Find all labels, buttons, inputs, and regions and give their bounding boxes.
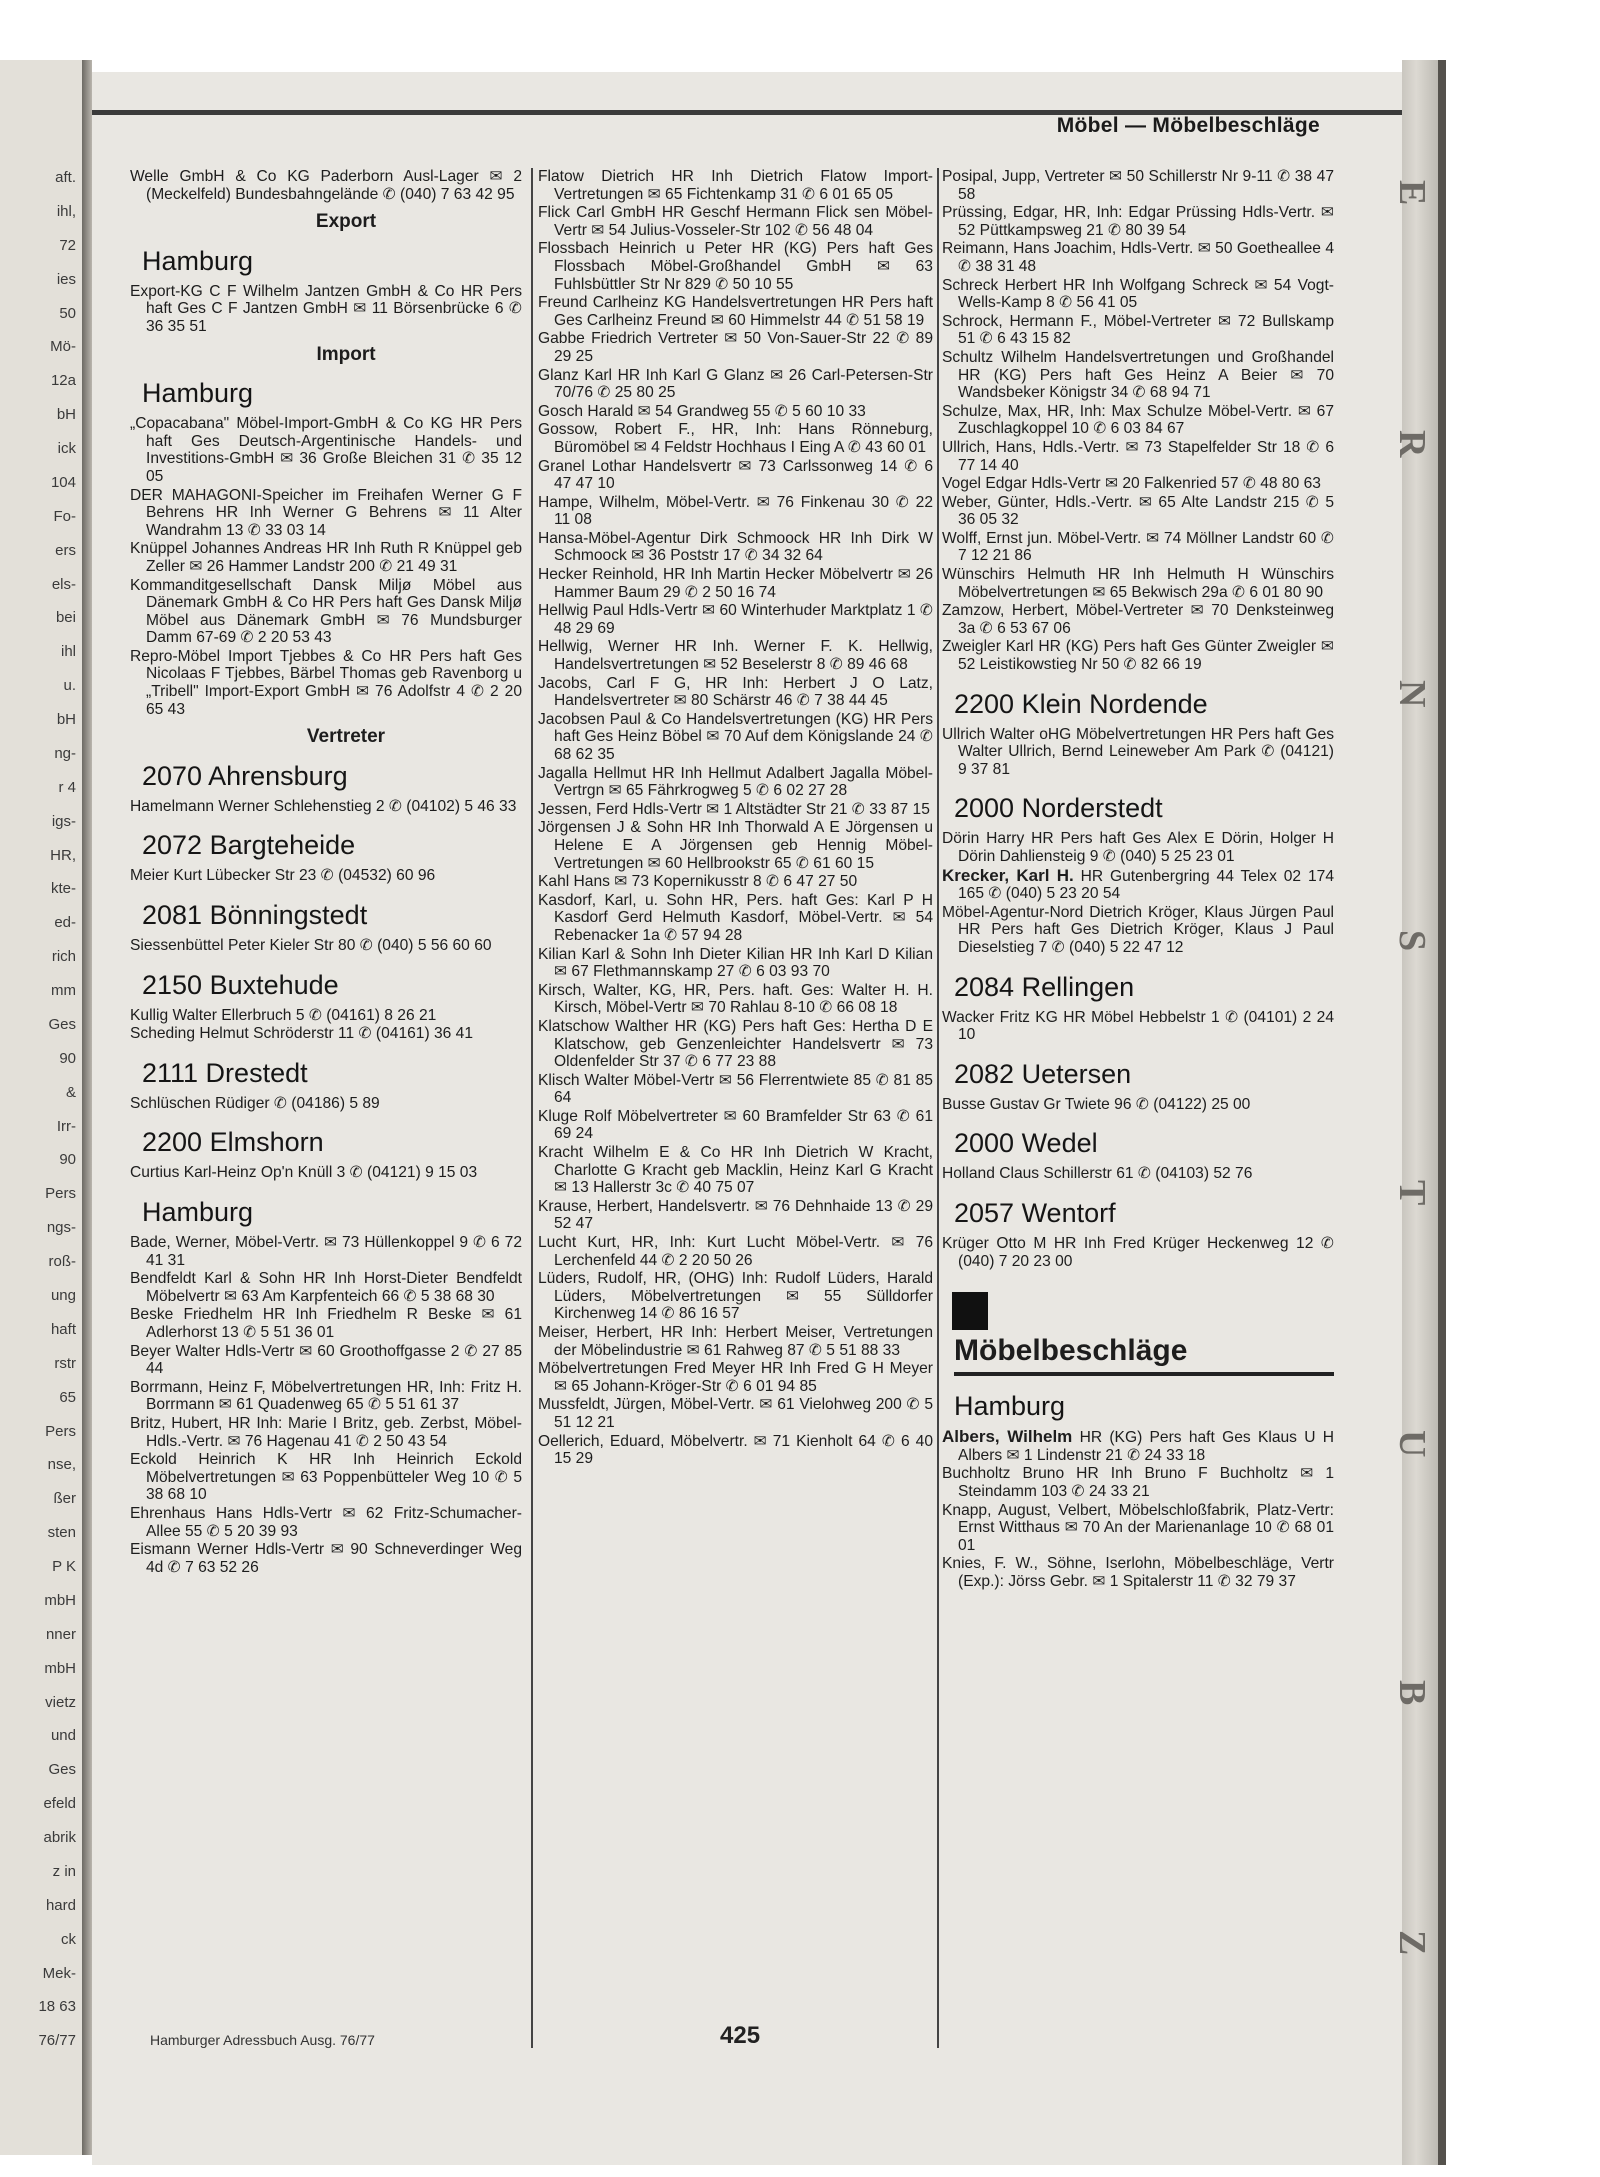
directory-entry: Krüger Otto M HR Inh Fred Krüger Heckenweg 12 ✆ (040) 7 20 23 00: [942, 1234, 1334, 1270]
previous-page-fragment: els-: [51, 575, 76, 593]
directory-entry: Mussfeldt, Jürgen, Möbel-Vertr. ✉ 61 Vielohweg 200 ✆ 5 51 12 21: [538, 1396, 933, 1431]
section-heading: Export: [315, 211, 377, 233]
directory-entry: Export-KG C F Wilhelm Jantzen GmbH & Co HR Pers haft Ges C F Jantzen GmbH ✉ 11 Börsenbrücke 6 ✆ 36 35 51: [130, 282, 522, 335]
column-2: [538, 168, 933, 1469]
directory-entry: Kracht Wilhelm E & Co HR Inh Dietrich W Kracht, Charlotte G Kracht geb Macklin, Heinz Karl G Kracht ✉ 13 Hallerstr 3c ✆ 40 75 07: [538, 1144, 933, 1197]
edge-tab-letter: R: [1391, 430, 1433, 458]
city-heading: Hamburg: [142, 1197, 254, 1227]
book-spine: [82, 60, 92, 2155]
previous-page-fragment: 18 63: [38, 1998, 76, 2016]
directory-entry: Eckold Heinrich K HR Inh Heinrich Eckold Möbelvertretungen ✉ 63 Poppenbütteler Weg 10 ✆ 5 38 68 10: [130, 1451, 522, 1504]
directory-entry: Hampe, Wilhelm, Möbel-Vertr. ✉ 76 Finkenau 30 ✆ 22 11 08: [538, 493, 933, 529]
previous-page-fragment: rstr: [54, 1354, 76, 1372]
city-heading: 2082 Uetersen: [954, 1058, 1132, 1089]
directory-entry: Vogel Edgar Hdls-Vertr ✉ 20 Falkenried 57 ✆ 48 80 63: [942, 475, 1321, 493]
directory-entry: Jagalla Hellmut HR Inh Hellmut Adalbert Jagalla Möbel-Vertrgn ✉ 65 Fährkrogweg 5 ✆ 6 02 27 28: [538, 764, 933, 800]
directory-entry: Jacobs, Carl F G, HR Inh: Herbert J O Latz, Handelsvertreter ✉ 80 Schärstr 46 ✆ 7 38 44 45: [538, 674, 933, 710]
edge-tab-letter: E: [1391, 180, 1433, 206]
previous-page-fragment: ung: [50, 1286, 76, 1304]
directory-entry: Lüders, Rudolf, HR, (OHG) Inh: Rudolf Lüders, Harald Lüders, Möbelvertretungen ✉ 55 Sülldorfer Kirchenweg 14 ✆ 86 16 57: [538, 1270, 933, 1323]
directory-entry: Kahl Hans ✉ 73 Kopernikusstr 8 ✆ 6 47 27 50: [538, 873, 858, 891]
directory-entry: Beyer Walter Hdls-Vertr ✉ 60 Groothoffgasse 2 ✆ 27 85 44: [130, 1342, 522, 1378]
previous-page-fragment: mbH: [44, 1659, 76, 1677]
previous-page-fragment: 12a: [50, 372, 76, 390]
previous-page-fragment: ihl,: [56, 202, 76, 220]
directory-entry: Gossow, Robert F., HR, Inh: Hans Rönneburg, Büromöbel ✉ 4 Feldstr Hochhaus I Eing A ✆ 43 60 01: [538, 421, 933, 456]
previous-page-fragment: nse,: [47, 1456, 76, 1474]
directory-entry: Jörgensen J & Sohn HR Inh Thorwald A E Jörgensen u Helene E A Jörgensen geb Hennig Möbel-Vertretungen ✉ 60 Hellbrookstr 65 ✆ 61 60 15: [538, 819, 933, 872]
directory-entry: DER MAHAGONI-Speicher im Freihafen Werner G F Behrens HR Inh Werner G Behrens ✉ 11 Alter Wandrahm 13 ✆ 33 03 14: [130, 486, 522, 539]
directory-entry: Freund Carlheinz KG Handelsvertretungen HR Pers haft Ges Carlheinz Freund ✉ 60 Himmelstr 44 ✆ 51 58 19: [538, 294, 933, 329]
city-heading: 2072 Bargteheide: [142, 830, 356, 861]
directory-entry: Flatow Dietrich HR Inh Dietrich Flatow Import-Vertretungen ✉ 65 Fichtenkamp 31 ✆ 6 01 65 05: [538, 168, 933, 203]
directory-entry: Dörin Harry HR Pers haft Ges Alex E Dörin, Holger H Dörin Dahliensteig 9 ✆ (040) 5 25 23 01: [942, 830, 1334, 865]
directory-entry: Oellerich, Eduard, Möbelvertr. ✉ 71 Kienholt 64 ✆ 6 40 15 29: [538, 1432, 933, 1468]
directory-entry: Klisch Walter Möbel-Vertr ✉ 56 Flerrentwiete 85 ✆ 81 85 64: [538, 1071, 933, 1107]
directory-entry: Hamelmann Werner Schlehenstieg 2 ✆ (04102) 5 46 33: [130, 797, 517, 815]
directory-entry: Wacker Fritz KG HR Möbel Hebbelstr 1 ✆ (04101) 2 24 10: [942, 1008, 1334, 1044]
directory-entry: Kirsch, Walter, KG, HR, Pers. haft. Ges: Walter H. H. Kirsch, Möbel-Vertr ✉ 70 Rahlau 8-10 ✆ 66 08 18: [538, 981, 933, 1017]
city-heading: 2081 Bönningstedt: [142, 900, 368, 931]
previous-page-fragment: Ges: [48, 1015, 76, 1033]
directory-entry: Hellwig Paul Hdls-Vertr ✉ 60 Winterhuder Marktplatz 1 ✆ 48 29 69: [538, 602, 933, 637]
directory-entry: Zweigler Karl HR (KG) Pers haft Ges Günter Zweigler ✉ 52 Leistikowstieg Nr 50 ✆ 82 66 19: [942, 638, 1334, 674]
previous-page-fragment: und: [50, 1727, 76, 1745]
directory-entry: Kilian Karl & Sohn Inh Dieter Kilian HR Inh Karl D Kilian ✉ 67 Flethmannskamp 27 ✆ 6 03 93 70: [538, 945, 933, 981]
edge-tab-letter: S: [1391, 930, 1433, 952]
directory-entry: Lucht Kurt, HR, Inh: Kurt Lucht Möbel-Vertr. ✉ 76 Lerchenfeld 44 ✆ 2 20 50 26: [538, 1234, 933, 1269]
directory-entry: [942, 867, 1334, 903]
city-heading: 2200 Elmshorn: [142, 1127, 324, 1158]
page-number: 425: [720, 2022, 761, 2049]
directory-entry: Glanz Karl HR Inh Karl G Glanz ✉ 26 Carl-Petersen-Str 70/76 ✆ 25 80 25: [538, 366, 933, 402]
directory-entry: Schlüschen Rüdiger ✆ (04186) 5 89: [130, 1094, 380, 1112]
city-heading: Hamburg: [142, 378, 254, 409]
previous-page-fragment: ick: [57, 440, 76, 458]
city-heading: Hamburg: [954, 1391, 1066, 1422]
previous-page-strip: [0, 60, 84, 2155]
city-heading: 2200 Klein Nordende: [954, 688, 1208, 719]
directory-entry: Repro-Möbel Import Tjebbes & Co HR Pers haft Ges Nicolaas F Tjebbes, Bärbel Thomas geb Ravenborg u „Tribell" Import-Export GmbH ✉ 76 Adolfstr 4 ✆ 2 20 65 43: [130, 647, 522, 718]
directory-entry: Klatschow Walther HR (KG) Pers haft Ges: Hertha D E Klatschow, geb Genzenleichter Handelsvertr ✉ 73 Oldenfelder Str 37 ✆ 6 77 23 88: [538, 1017, 933, 1071]
directory-entry: Posipal, Jupp, Vertreter ✉ 50 Schillerstr Nr 9-11 ✆ 38 47 58: [942, 168, 1334, 203]
directory-entry: Ullrich Walter oHG Möbelvertretungen HR Pers haft Ges Walter Ullrich, Bernd Leineweber Am Park ✆ (04121) 9 37 81: [942, 725, 1334, 778]
previous-page-fragment: kte-: [50, 880, 76, 898]
directory-entry: Weber, Günter, Hdls.-Vertr. ✉ 65 Alte Landstr 215 ✆ 5 36 05 32: [942, 493, 1334, 529]
previous-page-fragment: ed-: [54, 914, 76, 932]
directory-entry: Ullrich, Hans, Hdls.-Vertr. ✉ 73 Stapelfelder Str 18 ✆ 6 77 14 40: [942, 438, 1334, 474]
previous-page-fragment: Mek-: [42, 1964, 76, 1982]
directory-entry: Bade, Werner, Möbel-Vertr. ✉ 73 Hüllenkoppel 9 ✆ 6 72 41 31: [130, 1234, 522, 1269]
directory-entry: Krause, Herbert, Handelsvertr. ✉ 76 Dehnhaide 13 ✆ 29 52 47: [538, 1197, 933, 1233]
column-divider: [531, 168, 533, 2048]
previous-page-fragment: 104: [50, 473, 76, 491]
directory-entry: Beske Friedhelm HR Inh Friedhelm R Beske ✉ 61 Adlerhorst 13 ✆ 5 51 36 01: [130, 1306, 522, 1341]
city-heading: 2057 Wentorf: [954, 1197, 1116, 1228]
directory-entry: Flossbach Heinrich u Peter HR (KG) Pers haft Ges Flossbach Möbel-Großhandel GmbH ✉ 63 Fuhlsbüttler Str Nr 829 ✆ 50 10 55: [538, 240, 933, 293]
directory-entry: [942, 1428, 1334, 1464]
city-heading: 2070 Ahrensburg: [142, 760, 348, 791]
directory-entry: Reimann, Hans Joachim, Hdls-Vertr. ✉ 50 Goetheallee 4 ✆ 38 31 48: [942, 240, 1334, 275]
category-heading: Möbelbeschläge: [954, 1334, 1334, 1376]
directory-entry: Eismann Werner Hdls-Vertr ✉ 90 Schneverdinger Weg 4d ✆ 7 63 52 26: [130, 1541, 522, 1576]
directory-entry: Kullig Walter Ellerbruch 5 ✆ (04161) 8 26 21: [130, 1006, 437, 1024]
directory-entry: Schulze, Max, HR, Inh: Max Schulze Möbel-Vertr. ✉ 67 Zuschlagkoppel 10 ✆ 6 03 84 67: [942, 402, 1334, 438]
previous-page-fragment: roß-: [48, 1253, 76, 1271]
previous-page-fragment: hard: [45, 1896, 76, 1914]
city-heading: 2084 Rellingen: [954, 971, 1135, 1002]
directory-entry: Möbelvertretungen Fred Meyer HR Inh Fred G H Meyer ✉ 65 Johann-Kröger-Str ✆ 6 01 94 85: [538, 1360, 933, 1395]
city-heading: Hamburg: [142, 245, 254, 276]
directory-entry: Hellwig, Werner HR Inh. Werner F. K. Hellwig, Handelsvertretungen ✉ 52 Beselerstr 8 ✆ 89 46 68: [538, 638, 933, 674]
previous-page-fragment: 90: [59, 1151, 76, 1169]
previous-page-fragment: ng-: [54, 744, 76, 762]
directory-entry: Wünschirs Helmuth HR Inh Helmuth H Wünschirs Möbelvertretungen ✉ 65 Bekwisch 29a ✆ 6 01 80 90: [942, 566, 1334, 601]
section-heading: Import: [316, 343, 376, 365]
directory-entry: Gabbe Friedrich Vertreter ✉ 50 Von-Sauer-Str 22 ✆ 89 29 25: [538, 330, 933, 365]
previous-page-fragment: haft: [50, 1320, 76, 1338]
directory-entry: Schreck Herbert HR Inh Wolfgang Schreck ✉ 54 Vogt-Wells-Kamp 8 ✆ 56 41 05: [942, 276, 1334, 312]
directory-entry: Kluge Rolf Möbelvertreter ✉ 60 Bramfelder Str 63 ✆ 61 69 24: [538, 1107, 933, 1143]
edge-tab-letter: B: [1391, 1680, 1433, 1706]
edge-tab-letter: N: [1391, 680, 1433, 708]
directory-entry: Knüppel Johannes Andreas HR Inh Ruth R Knüppel geb Zeller ✉ 26 Hammer Landstr 200 ✆ 21 49 31: [130, 540, 522, 575]
directory-entry: Granel Lothar Handelsvertr ✉ 73 Carlssonweg 14 ✆ 6 47 47 10: [538, 457, 933, 493]
directory-entry: Britz, Hubert, HR Inh: Marie I Britz, geb. Zerbst, Möbel-Hdls.-Vertr. ✉ 76 Hagenau 41 ✆ 2 50 43 54: [130, 1414, 522, 1450]
page-header-title: Möbel — Möbelbeschläge: [1056, 114, 1320, 137]
previous-page-fragment: 72: [59, 236, 76, 254]
directory-entry: Schultz Wilhelm Handelsvertretungen und Großhandel HR (KG) Pers haft Ges Heinz A Beier ✉ 70 Wandsbeker Königstr 34 ✆ 68 94 71: [942, 348, 1334, 402]
city-heading: 2111 Drestedt: [142, 1057, 308, 1088]
previous-page-fragment: abrik: [43, 1829, 76, 1847]
directory-entry: Flick Carl GmbH HR Geschf Hermann Flick sen Möbel-Vertr ✉ 54 Julius-Vosseler-Str 102 ✆ 56 48 04: [538, 204, 933, 239]
previous-page-fragment: P K: [52, 1558, 76, 1576]
previous-page-fragment: Mö-: [50, 338, 76, 356]
directory-entry: Wolff, Ernst jun. Möbel-Vertr. ✉ 74 Möllner Landstr 60 ✆ 7 12 21 86: [942, 529, 1334, 565]
previous-page-fragment: ck: [61, 1930, 76, 1948]
directory-entry: Zamzow, Herbert, Möbel-Vertreter ✉ 70 Denksteinweg 3a ✆ 6 53 67 06: [942, 602, 1334, 637]
directory-entry: Prüssing, Edgar, HR, Inh: Edgar Prüssing Hdls-Vertr. ✉ 52 Püttkampsweg 21 ✆ 80 39 54: [942, 204, 1334, 239]
directory-entry: Holland Claus Schillerstr 61 ✆ (04103) 52 76: [942, 1165, 1253, 1183]
previous-page-fragment: u.: [63, 677, 76, 695]
column-3: [942, 168, 1334, 1591]
directory-entry: Ehrenhaus Hans Hdls-Vertr ✉ 62 Fritz-Schumacher-Allee 55 ✆ 5 20 39 93: [130, 1504, 522, 1540]
previous-page-fragment: Ges: [48, 1761, 76, 1779]
previous-page-fragment: r 4: [58, 778, 76, 796]
city-heading: 2000 Norderstedt: [954, 793, 1163, 824]
directory-entry: „Copacabana" Möbel-Import-GmbH & Co KG HR Pers haft Ges Deutsch-Argentinische Handels- und Investitions-GmbH ✉ 36 Große Bleichen 31 ✆ 35 12 05: [130, 415, 522, 485]
previous-page-fragment: mm: [51, 982, 76, 1000]
previous-page-fragment: HR,: [50, 846, 76, 864]
previous-page-fragment: efeld: [43, 1795, 76, 1813]
previous-page-fragment: sten: [47, 1524, 76, 1542]
edge-tab-letter: U: [1391, 1430, 1433, 1458]
previous-page-fragment: nner: [45, 1625, 76, 1643]
previous-page-fragment: rich: [51, 948, 76, 966]
previous-page-fragment: bH: [56, 711, 76, 729]
directory-entry: Möbel-Agentur-Nord Dietrich Kröger, Klaus Jürgen Paul HR Pers haft Ges Dietrich Kröger, Klaus J Paul Dieselstieg 7 ✆ (040) 5 22 47 12: [942, 903, 1334, 956]
previous-page-fragment: bH: [56, 406, 76, 424]
page-edge-shadow: [1438, 60, 1446, 2165]
previous-page-fragment: igs-: [51, 812, 76, 830]
edge-tab-letter: Z: [1391, 1930, 1433, 1956]
previous-page-fragment: 90: [59, 1049, 76, 1067]
directory-entry: Kasdorf, Karl, u. Sohn HR, Pers. haft Ges: Karl P H Kasdorf Gerd Helmuth Kasdorf, Möbel-Vertr. ✉ 54 Rebenacker 1a ✆ 57 94 28: [538, 891, 933, 944]
directory-entry: Busse Gustav Gr Twiete 96 ✆ (04122) 25 00: [942, 1095, 1251, 1113]
city-heading: 2150 Buxtehude: [142, 969, 339, 1000]
previous-page-fragment: &: [65, 1083, 76, 1101]
previous-page-fragment: ngs-: [46, 1219, 76, 1237]
directory-entry: Hecker Reinhold, HR Inh Martin Hecker Möbelvertr ✉ 26 Hammer Baum 29 ✆ 2 50 16 74: [538, 566, 933, 601]
directory-entry: Welle GmbH & Co KG Paderborn Ausl-Lager ✉ 2 (Meckelfeld) Bundesbahngelände ✆ (040) 7 63 42 95: [130, 168, 522, 203]
directory-entry: Curtius Karl-Heinz Op'n Knüll 3 ✆ (04121) 9 15 03: [130, 1164, 478, 1182]
directory-entry: Gosch Harald ✉ 54 Grandweg 55 ✆ 5 60 10 33: [538, 402, 866, 420]
directory-entry: Knapp, August, Velbert, Möbelschloßfabrik, Platz-Vertr: Ernst Witthaus ✉ 70 An der Marienanlage 10 ✆ 68 01 01: [942, 1501, 1334, 1554]
previous-page-fragment: ßer: [53, 1490, 76, 1508]
city-heading: 2000 Wedel: [954, 1128, 1098, 1159]
directory-entry: Siessenbüttel Peter Kieler Str 80 ✆ (040) 5 56 60 60: [130, 937, 492, 955]
directory-entry: Borrmann, Heinz F, Möbelvertretungen HR, Inh: Fritz H. Borrmann ✉ 61 Quadenweg 65 ✆ 5 51 61 37: [130, 1378, 522, 1414]
previous-page-fragment: mbH: [44, 1591, 76, 1609]
previous-page-fragment: vietz: [45, 1693, 76, 1711]
edge-tab-letter: T: [1391, 1180, 1433, 1206]
previous-page-fragment: Irr-: [56, 1117, 76, 1135]
entry-text: HR (KG) Pers haft Ges Klaus U H Albers ✉ 1 Lindenstr 21 ✆ 24 33 18: [958, 1429, 1334, 1464]
page-edge-tabs: [1391, 60, 1438, 2165]
directory-entry: Meier Kurt Lübecker Str 23 ✆ (04532) 60 96: [130, 867, 436, 885]
previous-page-fragment: z in: [52, 1862, 76, 1880]
directory-entry: Scheding Helmut Schröderstr 11 ✆ (04161) 36 41: [130, 1025, 474, 1043]
section-heading: Vertreter: [306, 726, 386, 748]
directory-entry: Bendfeldt Karl & Sohn HR Inh Horst-Dieter Bendfeldt Möbelvertr ✉ 63 Am Karpfenteich 66 ✆ 5 38 68 30: [130, 1270, 522, 1305]
column-divider: [937, 168, 939, 2048]
directory-entry: Knies, F. W., Söhne, Iserlohn, Möbelbeschläge, Vertr (Exp.): Jörss Gebr. ✉ 1 Spitalerstr 11 ✆ 32 79 37: [942, 1555, 1334, 1590]
directory-entry: Schrock, Hermann F., Möbel-Vertreter ✉ 72 Bullskamp 51 ✆ 6 43 15 82: [942, 312, 1334, 348]
entry-name-bold: Krecker, Karl H.: [942, 865, 1074, 885]
previous-page-fragment: 76/77: [38, 2032, 76, 2050]
column-1: [130, 168, 522, 1577]
previous-page-fragment: ies: [56, 270, 76, 288]
category-marker-icon: [952, 1292, 988, 1330]
previous-page-fragment: Pers: [45, 1185, 76, 1203]
directory-entry: Meiser, Herbert, HR Inh: Herbert Meiser, Vertretungen der Möbelindustrie ✉ 61 Rahweg 87 ✆ 5 51 88 33: [538, 1324, 933, 1359]
previous-page-fragment: Fo-: [53, 507, 76, 525]
previous-page-fragment: 50: [59, 304, 76, 322]
previous-page-fragment: bei: [55, 609, 76, 627]
entry-name-bold: Albers, Wilhelm: [942, 1427, 1073, 1447]
footer-book-title: Hamburger Adressbuch Ausg. 76/77: [150, 2032, 375, 2048]
previous-page-fragment: 65: [59, 1388, 76, 1406]
previous-page-fragment: aft.: [55, 169, 76, 186]
directory-entry: Jessen, Ferd Hdls-Vertr ✉ 1 Altstädter Str 21 ✆ 33 87 15: [538, 800, 930, 818]
previous-page-fragment: ihl: [60, 643, 76, 661]
previous-page-fragment: ers: [55, 541, 76, 559]
entry-text: HR Gutenbergring 44 Telex 02 174 165 ✆ (040) 5 23 20 54: [958, 867, 1334, 903]
previous-page-fragment: Pers: [45, 1422, 76, 1440]
directory-entry: Kommanditgesellschaft Dansk Miljø Möbel aus Dänemark GmbH & Co HR Pers haft Ges Dansk Miljø Möbel aus Dänemark GmbH ✉ 76 Mundsburger Damm 67-69 ✆ 2 20 53 43: [130, 576, 522, 647]
directory-entry: Hansa-Möbel-Agentur Dirk Schmoock HR Inh Dirk W Schmoock ✉ 36 Poststr 17 ✆ 34 32 64: [538, 529, 933, 565]
directory-entry: Buchholtz Bruno HR Inh Bruno F Buchholtz ✉ 1 Steindamm 103 ✆ 24 33 21: [942, 1465, 1334, 1500]
directory-entry: Jacobsen Paul & Co Handelsvertretungen (KG) HR Pers haft Ges Heinz Böbel ✉ 70 Auf dem Königslande 24 ✆ 68 62 35: [538, 710, 933, 763]
